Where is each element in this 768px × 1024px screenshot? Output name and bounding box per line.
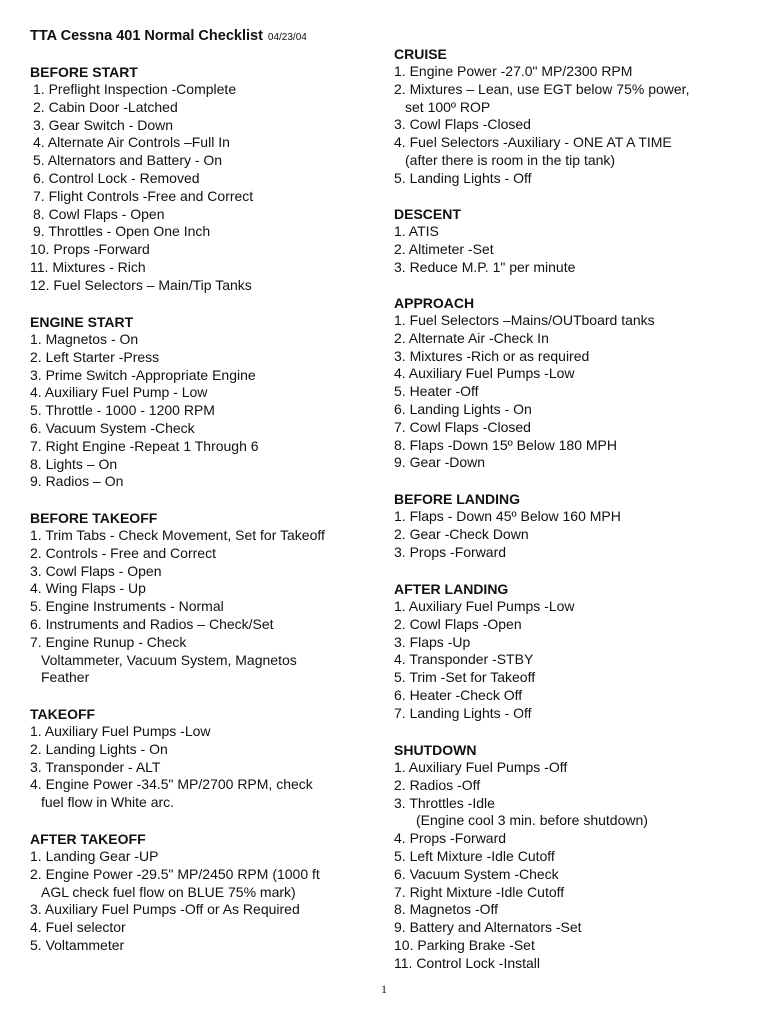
checklist-item: 7. Engine Runup - Check <box>30 633 187 650</box>
checklist-item: 4. Props -Forward <box>394 830 507 847</box>
section-title: BEFORE START <box>30 64 138 80</box>
checklist-item: 9. Throttles - Open One Inch <box>33 223 211 240</box>
checklist-item: 3. Transponder - ALT <box>30 758 161 775</box>
checklist-item: 12. Fuel Selectors – Main/Tip Tanks <box>30 276 252 293</box>
checklist-item: 3. Cowl Flaps -Closed <box>394 116 531 133</box>
checklist-item: 1. Engine Power -27.0" MP/2300 RPM <box>394 63 633 79</box>
checklist-item: 8. Flaps -Down 15º Below 180 MPH <box>394 436 617 453</box>
section-approach <box>394 294 754 472</box>
checklist-item: 2. Gear -Check Down <box>394 525 529 542</box>
section-title: DESCENT <box>394 206 461 222</box>
section-cruise <box>394 45 754 188</box>
section-title: ENGINE START <box>30 314 134 330</box>
checklist-item: 9. Radios – On <box>30 473 124 490</box>
section-shutdown <box>394 741 754 973</box>
section-before-landing <box>394 490 754 561</box>
checklist-item: 7. Right Mixture -Idle Cutoff <box>394 883 565 900</box>
checklist-item: 6. Heater -Check Off <box>394 686 523 703</box>
checklist-item: 2. Radios -Off <box>394 776 481 793</box>
checklist-item: 6. Vacuum System -Check <box>30 419 195 436</box>
checklist-item: 5. Landing Lights - Off <box>394 169 532 186</box>
checklist-item: 5. Trim -Set for Takeoff <box>394 669 536 686</box>
checklist-item-continuation: (after there is room in the tip tank) <box>405 151 616 168</box>
checklist-item: 11. Control Lock -Install <box>394 954 541 971</box>
checklist-item: 1. Auxiliary Fuel Pumps -Low <box>30 723 211 739</box>
checklist-item: 3. Flaps -Up <box>394 633 471 650</box>
checklist-item: 5. Voltammeter <box>30 936 125 953</box>
section-title: AFTER LANDING <box>394 581 509 597</box>
checklist-item-continuation: Feather <box>41 669 90 686</box>
checklist-item: 5. Heater -Off <box>394 383 479 400</box>
checklist-item: 4. Wing Flaps - Up <box>30 580 146 597</box>
checklist-item: 8. Lights – On <box>30 455 118 472</box>
checklist-item: 6. Control Lock - Removed <box>33 169 200 186</box>
checklist-item: 2. Altimeter -Set <box>394 240 494 257</box>
checklist-item: 3. Props -Forward <box>394 543 507 560</box>
checklist-item: 3. Reduce M.P. 1" per minute <box>394 258 576 275</box>
checklist-item: 1. Magnetos - On <box>30 331 139 347</box>
checklist-item: 3. Prime Switch -Appropriate Engine <box>30 366 256 383</box>
checklist-item: 5. Throttle - 1000 - 1200 RPM <box>30 402 215 419</box>
checklist-item: 6. Instruments and Radios – Check/Set <box>30 615 274 632</box>
checklist-item: 1. Auxiliary Fuel Pumps -Low <box>394 598 575 614</box>
checklist-item: 3. Mixtures -Rich or as required <box>394 347 590 364</box>
checklist-item: 7. Landing Lights - Off <box>394 704 532 721</box>
checklist-item: 11. Mixtures - Rich <box>30 258 146 275</box>
checklist-item: 1. Landing Gear -UP <box>30 848 159 864</box>
checklist-item: 1. Trim Tabs - Check Movement, Set for Takeoff <box>30 527 325 543</box>
section-descent <box>394 205 754 276</box>
checklist-item: 1. Preflight Inspection -Complete <box>33 81 237 97</box>
checklist-item: 9. Gear -Down <box>394 454 486 471</box>
checklist-item: 7. Right Engine -Repeat 1 Through 6 <box>30 437 259 454</box>
checklist-item: 10. Parking Brake -Set <box>394 936 535 953</box>
checklist-item: 2. Engine Power -29.5" MP/2450 RPM (1000 ft <box>30 865 320 882</box>
checklist-item-continuation: Voltammeter, Vacuum System, Magnetos <box>41 651 297 668</box>
checklist-item: 5. Left Mixture -Idle Cutoff <box>394 847 555 864</box>
checklist-item-continuation: (Engine cool 3 min. before shutdown) <box>416 812 648 829</box>
checklist-item: 1. Auxiliary Fuel Pumps -Off <box>394 759 568 775</box>
checklist-item: 2. Cowl Flaps -Open <box>394 615 522 632</box>
section-engine-start <box>30 313 375 491</box>
checklist-item: 8. Magnetos -Off <box>394 901 499 918</box>
checklist-item: 4. Fuel selector <box>30 919 126 936</box>
checklist-item: 5. Engine Instruments - Normal <box>30 598 224 615</box>
section-after-takeoff <box>30 830 375 955</box>
checklist-item: 4. Engine Power -34.5" MP/2700 RPM, check <box>30 776 313 793</box>
checklist-item: 3. Throttles -Idle <box>394 794 495 811</box>
checklist-item-continuation: AGL check fuel flow on BLUE 75% mark) <box>41 883 296 900</box>
section-title: APPROACH <box>394 295 475 311</box>
checklist-date: 04/23/04 <box>267 32 307 43</box>
checklist-item: 3. Auxiliary Fuel Pumps -Off or As Required <box>30 901 300 918</box>
checklist-item: 5. Alternators and Battery - On <box>33 152 223 169</box>
section-title: BEFORE LANDING <box>394 491 520 507</box>
section-title: AFTER TAKEOFF <box>30 831 146 847</box>
checklist-item: 4. Auxiliary Fuel Pump - Low <box>30 384 208 401</box>
checklist-item: 8. Cowl Flaps - Open <box>33 205 165 222</box>
checklist-item: 4. Fuel Selectors -Auxiliary - ONE AT A TIME <box>394 134 672 151</box>
checklist-item: 2. Controls - Free and Correct <box>30 544 216 561</box>
checklist-item: 2. Alternate Air -Check In <box>394 329 549 346</box>
checklist-item: 10. Props -Forward <box>30 241 150 258</box>
checklist-item: 4. Transponder -STBY <box>394 651 534 668</box>
checklist-item: 7. Flight Controls -Free and Correct <box>33 187 254 204</box>
section-before-takeoff <box>30 509 375 687</box>
section-title: BEFORE TAKEOFF <box>30 510 158 526</box>
section-before-start <box>30 63 375 295</box>
checklist-item-continuation: fuel flow in White arc. <box>41 794 175 811</box>
checklist-item: 2. Mixtures – Lean, use EGT below 75% power, <box>394 80 690 97</box>
checklist-item: 2. Landing Lights - On <box>30 740 168 757</box>
checklist-item: 4. Auxiliary Fuel Pumps -Low <box>394 365 575 382</box>
section-title: CRUISE <box>394 46 447 62</box>
checklist-item: 6. Landing Lights - On <box>394 400 532 417</box>
checklist-item: 2. Cabin Door -Latched <box>33 98 178 115</box>
checklist-item: 3. Cowl Flaps - Open <box>30 562 162 579</box>
checklist-item: 1. Fuel Selectors –Mains/OUTboard tanks <box>394 312 655 328</box>
checklist-item: 9. Battery and Alternators -Set <box>394 919 582 936</box>
checklist-item: 3. Gear Switch - Down <box>33 116 174 133</box>
section-title: SHUTDOWN <box>394 742 477 758</box>
checklist-item: 7. Cowl Flaps -Closed <box>394 418 531 435</box>
checklist-item: 1. Flaps - Down 45º Below 160 MPH <box>394 508 621 524</box>
section-takeoff <box>30 705 375 812</box>
section-title: TAKEOFF <box>30 706 96 722</box>
checklist-item: 1. ATIS <box>394 223 439 239</box>
section-after-landing <box>394 580 754 723</box>
checklist-title: TTA Cessna 401 Normal Checklist <box>30 28 263 44</box>
checklist-item: 2. Left Starter -Press <box>30 348 160 365</box>
page-number: 1 <box>381 982 387 996</box>
page-title <box>30 28 307 44</box>
checklist-item-continuation: set 100º ROP <box>405 98 491 115</box>
checklist-item: 6. Vacuum System -Check <box>394 865 559 882</box>
checklist-item: 4. Alternate Air Controls –Full In <box>33 134 230 151</box>
